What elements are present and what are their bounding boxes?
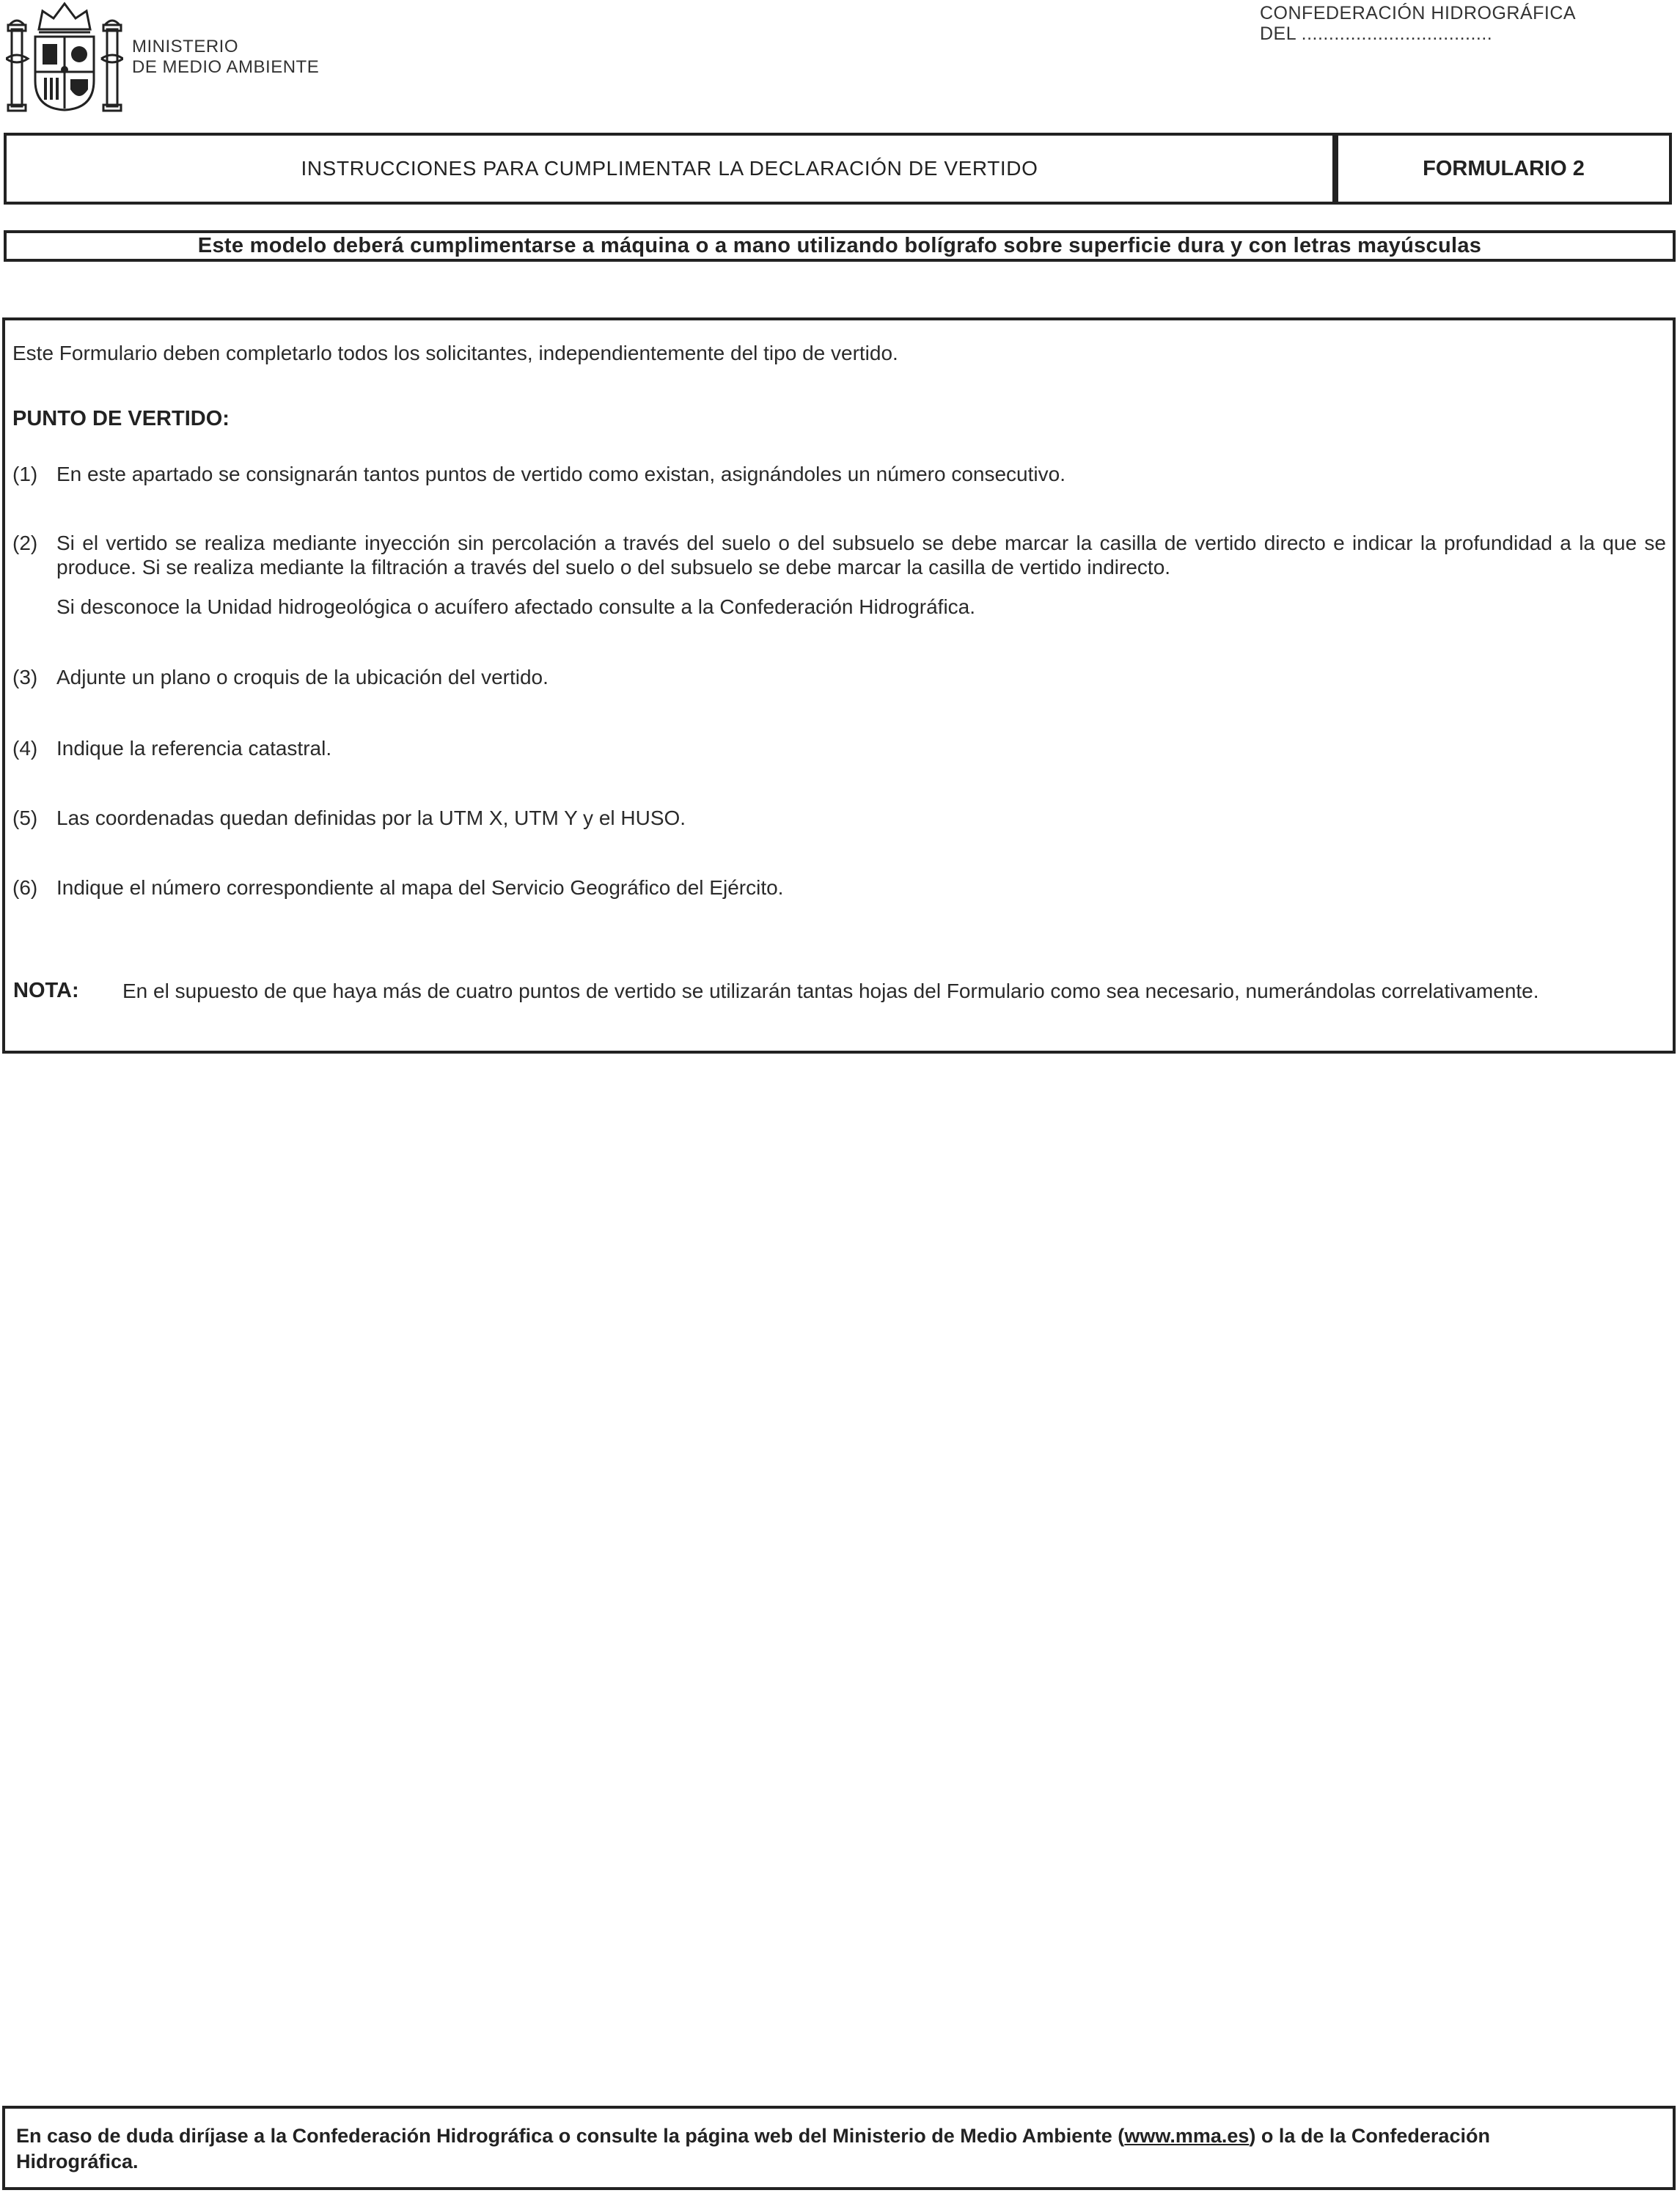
title-bar [4, 133, 1672, 205]
title-divider [1332, 136, 1338, 202]
footer-text [16, 2123, 1600, 2175]
form-label: FORMULARIO 2 [1423, 156, 1585, 180]
item-number: (3) [12, 666, 38, 688]
item-extra-text: Si desconoce la Unidad hidrogeológica o acuífero afectado consulte a la Confederación Hidrográfica. [56, 595, 976, 618]
item-number: (2) [12, 532, 38, 554]
item-number: (6) [12, 876, 38, 899]
nota-label: NOTA: [13, 979, 79, 1002]
item-text: Si el vertido se realiza mediante inyección sin percolación a través del suelo o del subsuelo se debe marcar la casilla de vertido directo e indicar la profundidad a la que se produce. Si se realiza mediante la filtración a través del suelo o del subsuelo se debe marcar la casilla de vertido indirecto. [56, 532, 1666, 578]
item-text: Indique la referencia catastral. [56, 737, 332, 760]
footer-text-after: ) o la de la Confederación Hidrográfica. [16, 2125, 1490, 2172]
item-text: Las coordenadas quedan definidas por la UTM X, UTM Y y el HUSO. [56, 807, 686, 829]
item-number: (5) [12, 807, 38, 829]
confederation-header [1260, 3, 1576, 44]
confederation-line-2: DEL ................................... [1260, 23, 1493, 44]
ministry-name [132, 37, 319, 78]
section-heading: PUNTO DE VERTIDO: [12, 407, 230, 430]
coat-of-arms-icon [6, 0, 123, 114]
confederation-line-1: CONFEDERACIÓN HIDROGRÁFICA [1260, 3, 1577, 23]
ministry-line-1: MINISTERIO [132, 37, 239, 56]
intro-text: Este Formulario deben completarlo todos los solicitantes, independientemente del tipo de vertido. [12, 342, 898, 364]
ministry-line-2: DE MEDIO AMBIENTE [132, 57, 320, 77]
item-text: Adjunte un plano o croquis de la ubicación del vertido. [56, 666, 549, 688]
item-text: En este apartado se consignarán tantos puntos de vertido como existan, asignándoles un número consecutivo. [56, 463, 1065, 485]
item-text: Indique el número correspondiente al mapa del Servicio Geográfico del Ejército. [56, 876, 784, 899]
item-number: (4) [12, 737, 38, 760]
website-link[interactable]: www.mma.es [1124, 2125, 1250, 2147]
nota-text: En el supuesto de que haya más de cuatro puntos de vertido se utilizarán tantas hojas del Formulario como sea necesario, numerándolas correlativamente. [122, 980, 1539, 1002]
fill-in-notice: Este modelo deberá cumplimentarse a máquina o a mano utilizando bolígrafo sobre superficie dura y con letras mayúsculas [4, 230, 1676, 262]
item-number: (1) [12, 463, 38, 485]
document-title: INSTRUCCIONES PARA CUMPLIMENTAR LA DECLARACIÓN DE VERTIDO [301, 157, 1038, 180]
footer-text-before: En caso de duda diríjase a la Confederación Hidrográfica o consulte la página web del Ministerio de Medio Ambiente ( [16, 2125, 1125, 2147]
